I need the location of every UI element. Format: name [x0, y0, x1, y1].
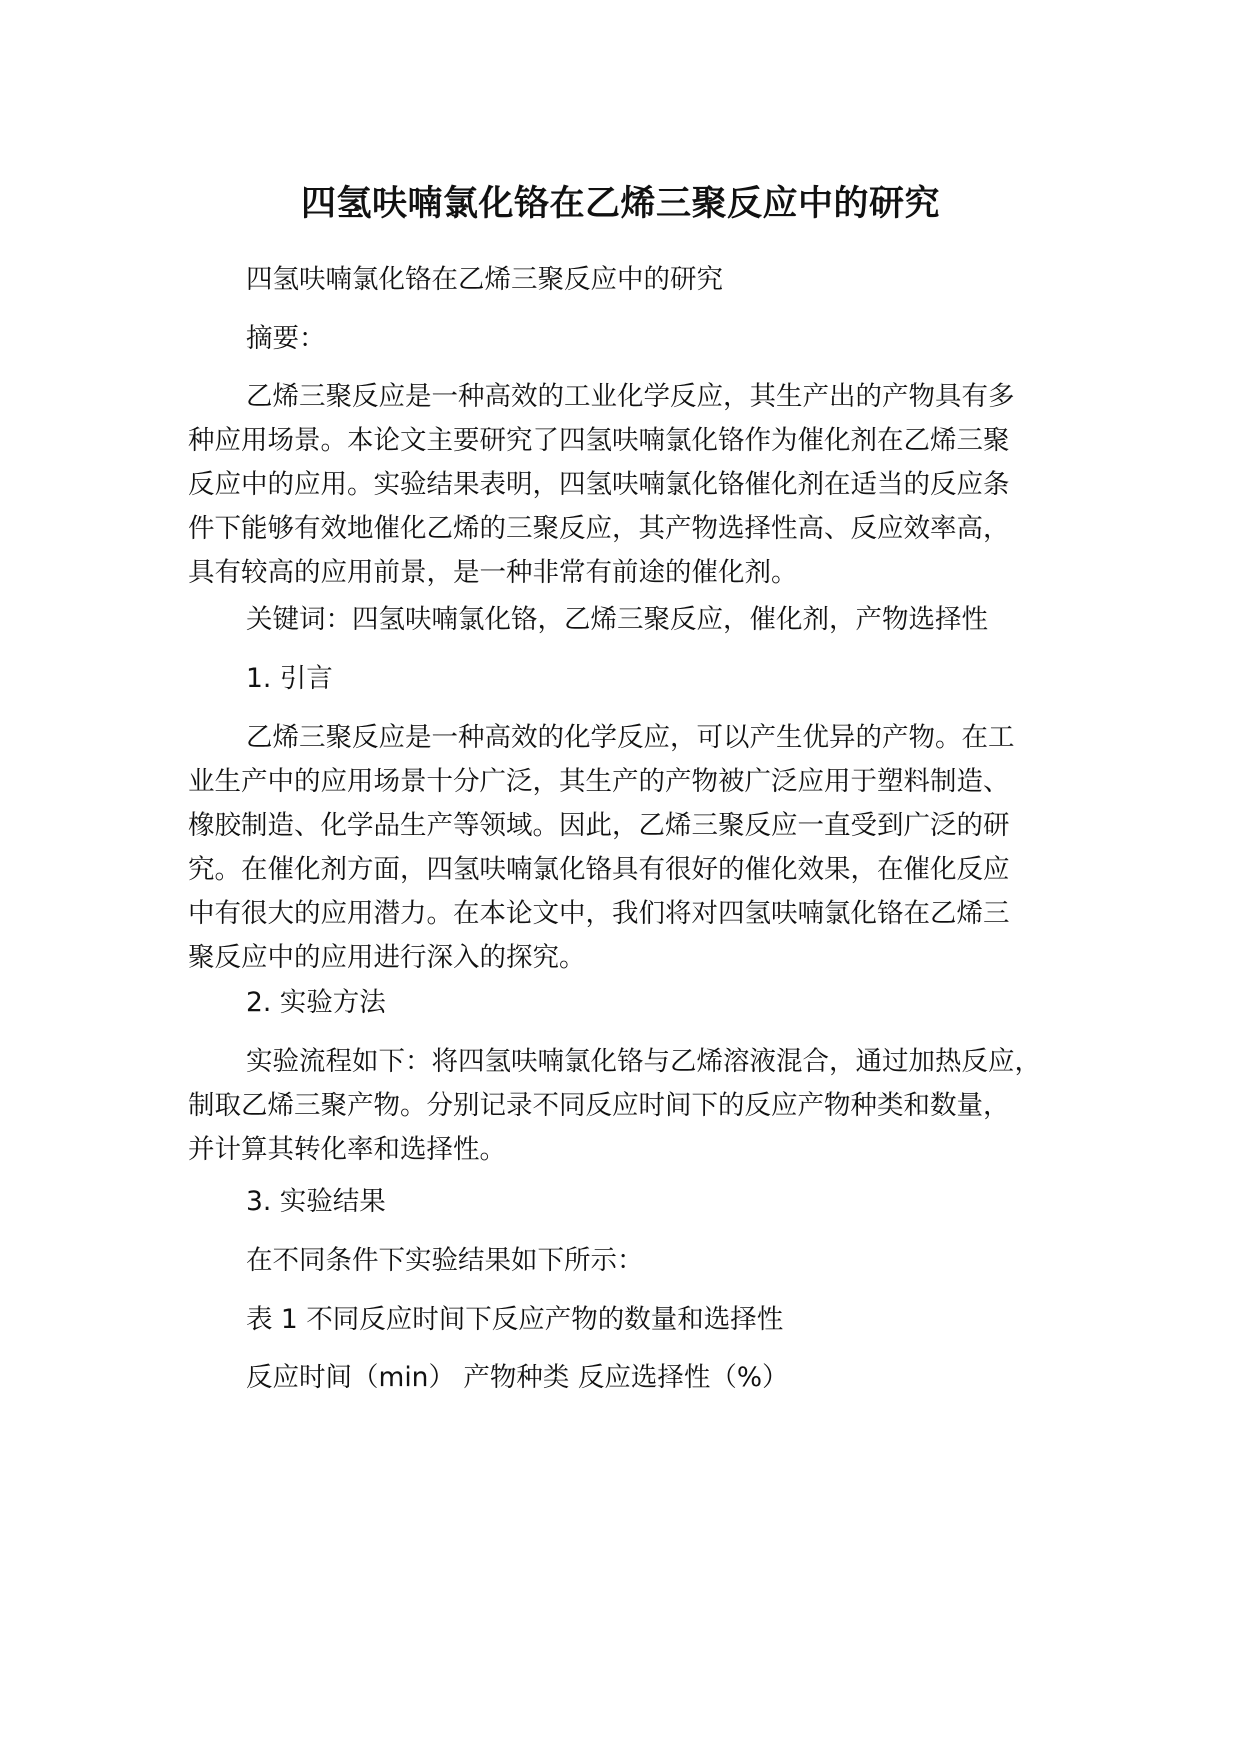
section-heading-methods: 2. 实验方法 — [246, 987, 386, 1018]
introduction-line: 中有很大的应用潜力。在本论文中，我们将对四氢呋喃氯化铬在乙烯三 — [188, 898, 1010, 929]
methods-paragraph — [188, 1040, 1088, 1172]
abstract-line: 具有较高的应用前景，是一种非常有前途的催化剂。 — [188, 557, 798, 588]
introduction-line: 究。在催化剂方面，四氢呋喃氯化铬具有很好的催化效果，在催化反应 — [188, 854, 1010, 885]
methods-line: 实验流程如下：将四氢呋喃氯化铬与乙烯溶液混合，通过加热反应， — [246, 1046, 1041, 1077]
introduction-paragraph — [188, 716, 1088, 980]
subtitle: 四氢呋喃氯化铬在乙烯三聚反应中的研究 — [246, 264, 723, 295]
abstract-heading: 摘要： — [246, 323, 326, 354]
introduction-line: 乙烯三聚反应是一种高效的化学反应，可以产生优异的产物。在工 — [246, 722, 1015, 753]
introduction-line: 业生产中的应用场景十分广泛，其生产的产物被广泛应用于塑料制造、 — [188, 766, 1010, 797]
keywords: 关键词：四氢呋喃氯化铬，乙烯三聚反应，催化剂，产物选择性 — [246, 604, 988, 635]
abstract-paragraph — [188, 375, 1088, 595]
abstract-line: 反应中的应用。实验结果表明，四氢呋喃氯化铬催化剂在适当的反应条 — [188, 469, 1010, 500]
document-title: 四氢呋喃氯化铬在乙烯三聚反应中的研究 — [300, 184, 940, 224]
methods-line: 制取乙烯三聚产物。分别记录不同反应时间下的反应产物种类和数量， — [188, 1090, 1010, 1121]
results-intro: 在不同条件下实验结果如下所示： — [246, 1245, 644, 1276]
section-heading-introduction: 1. 引言 — [246, 663, 333, 694]
abstract-line: 件下能够有效地催化乙烯的三聚反应，其产物选择性高、反应效率高， — [188, 513, 1010, 544]
introduction-line: 聚反应中的应用进行深入的探究。 — [188, 942, 586, 973]
methods-line: 并计算其转化率和选择性。 — [188, 1134, 506, 1165]
abstract-line: 乙烯三聚反应是一种高效的工业化学反应，其生产出的产物具有多 — [246, 381, 1015, 412]
introduction-line: 橡胶制造、化学品生产等领域。因此，乙烯三聚反应一直受到广泛的研 — [188, 810, 1010, 841]
abstract-line: 种应用场景。本论文主要研究了四氢呋喃氯化铬作为催化剂在乙烯三聚 — [188, 425, 1010, 456]
section-heading-results: 3. 实验结果 — [246, 1186, 386, 1217]
table-caption: 表 1 不同反应时间下反应产物的数量和选择性 — [246, 1304, 784, 1335]
table-header-row: 反应时间（min） 产物种类 反应选择性（%） — [246, 1362, 789, 1393]
